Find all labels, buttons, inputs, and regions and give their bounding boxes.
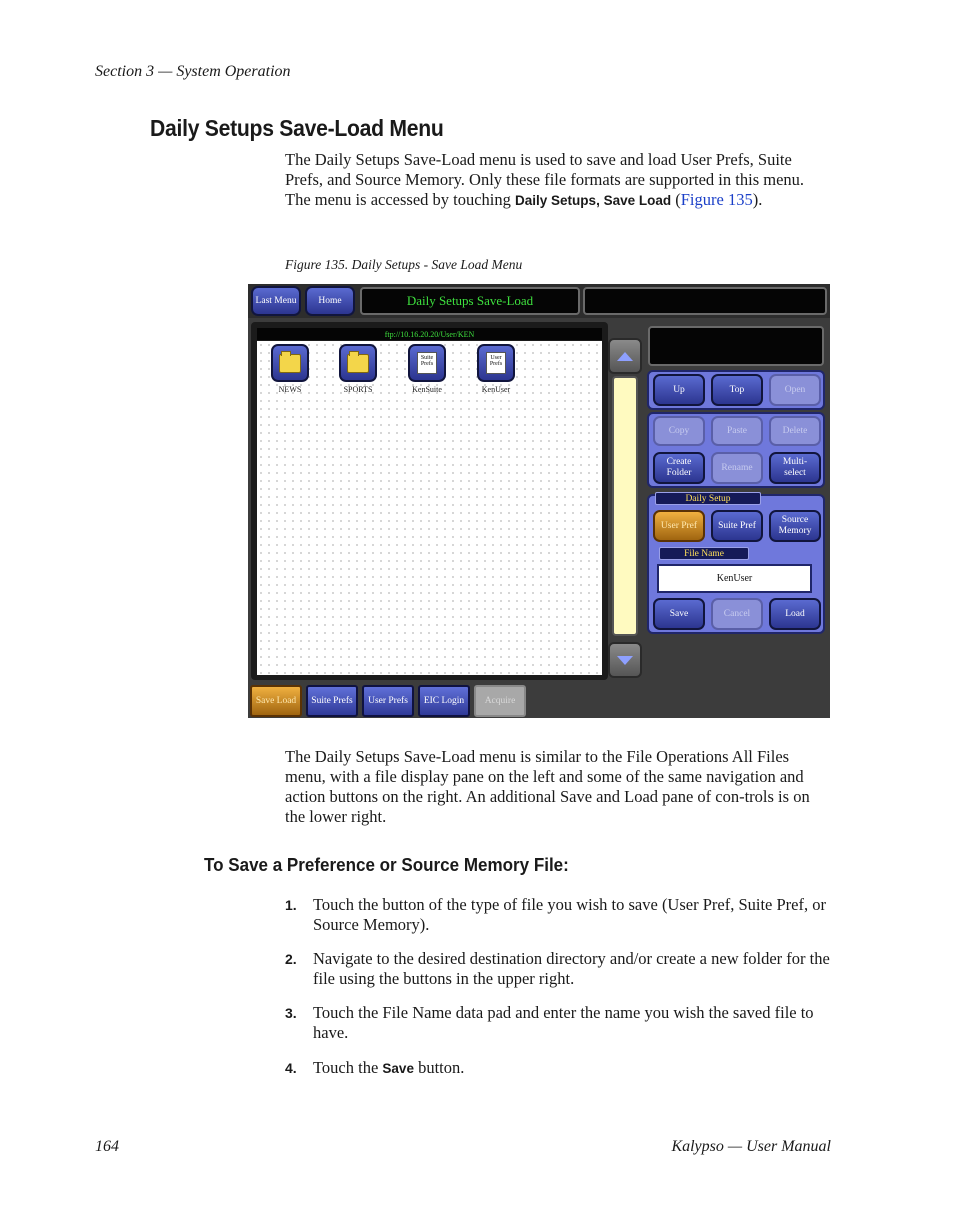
description-paragraph: The Daily Setups Save-Load menu is similar to the File Operations All Files menu, with a file display pane on the left and some of the same navigation and action buttons on the right. An additional Save and Load pane of con-trols is on the lower right. <box>285 747 810 826</box>
tab-suite-prefs[interactable]: Suite Prefs <box>306 685 358 717</box>
file-label-news: NEWS <box>278 385 302 394</box>
cmd-save: Save <box>382 1061 414 1076</box>
multi-select-button[interactable]: Multi- select <box>769 452 821 484</box>
status-display <box>583 287 827 315</box>
user-prefs-file-icon[interactable]: User Prefs <box>477 344 515 382</box>
paste-button[interactable]: Paste <box>711 416 763 446</box>
file-label-sports: SPORTS <box>343 385 373 394</box>
step-number: 1. <box>285 897 297 913</box>
file-name-label: File Name <box>659 547 749 560</box>
user-pref-button[interactable]: User Pref <box>653 510 705 542</box>
tab-acquire[interactable]: Acquire <box>474 685 526 717</box>
manual-title: Kalypso — User Manual <box>671 1138 831 1155</box>
copy-button[interactable]: Copy <box>653 416 705 446</box>
tab-save-load[interactable]: Save Load <box>250 685 302 717</box>
step-text: Touch the button of the type of file you wish to save (User Pref, Suite Pref, or Source Memory). <box>313 895 826 934</box>
page-number: 164 <box>95 1138 119 1155</box>
cmd-daily-setups: Daily Setups <box>515 193 597 208</box>
procedure-heading: To Save a Preference or Source Memory File: <box>204 854 569 875</box>
tab-user-prefs[interactable]: User Prefs <box>362 685 414 717</box>
arrow-up-icon <box>617 352 633 361</box>
folder-icon[interactable] <box>271 344 309 382</box>
scroll-down-button[interactable] <box>608 642 642 678</box>
file-name-input[interactable]: KenUser <box>657 564 812 593</box>
delete-button[interactable]: Delete <box>769 416 821 446</box>
home-button[interactable]: Home <box>305 286 355 316</box>
folder-icon[interactable] <box>339 344 377 382</box>
file-label-kensuite: KenSuite <box>412 385 442 394</box>
load-button[interactable]: Load <box>769 598 821 630</box>
top-button[interactable]: Top <box>711 374 763 406</box>
up-button[interactable]: Up <box>653 374 705 406</box>
step-number: 4. <box>285 1060 297 1076</box>
figure-caption: Figure 135. Daily Setups - Save Load Menu <box>285 257 523 272</box>
step-text: Touch the File Name data pad and enter the name you wish the saved file to have. <box>313 1003 814 1042</box>
file-label-kenuser: KenUser <box>481 385 511 394</box>
scroll-up-button[interactable] <box>608 338 642 374</box>
source-memory-button[interactable]: Source Memory <box>769 510 821 542</box>
step-text: Touch the Save button. <box>313 1058 465 1077</box>
suite-pref-button[interactable]: Suite Pref <box>711 510 763 542</box>
cmd-save-load: Save Load <box>603 193 672 208</box>
last-menu-button[interactable]: Last Menu <box>251 286 301 316</box>
step-number: 2. <box>285 951 297 967</box>
page-title: Daily Setups Save-Load Menu <box>150 115 444 141</box>
step-text: Navigate to the desired destination directory and/or create a new folder for the file using the buttons in the upper right. <box>313 949 830 988</box>
cancel-button[interactable]: Cancel <box>711 598 763 630</box>
intro-paragraph: The Daily Setups Save-Load menu is used to save and load User Prefs, Suite Prefs, and Source Memory. Only these file formats are supported in this menu. The menu is accessed by touching Daily Setups, Save Load (Figure 135). <box>285 150 805 209</box>
open-button[interactable]: Open <box>769 374 821 406</box>
create-folder-button[interactable]: Create Folder <box>653 452 705 484</box>
arrow-down-icon <box>617 656 633 665</box>
menu-title: Daily Setups Save-Load <box>360 287 580 315</box>
running-head: Section 3 — System Operation <box>95 63 291 80</box>
daily-setup-label: Daily Setup <box>655 492 761 505</box>
save-button[interactable]: Save <box>653 598 705 630</box>
rename-button[interactable]: Rename <box>711 452 763 484</box>
scrollbar[interactable] <box>612 376 638 636</box>
tab-eic-login[interactable]: EIC Login <box>418 685 470 717</box>
step-number: 3. <box>285 1005 297 1021</box>
path-display: ftp://10.16.20.20/User/KEN <box>257 328 602 340</box>
suite-prefs-file-icon[interactable]: Suite Prefs <box>408 344 446 382</box>
info-display <box>648 326 824 366</box>
figure-link[interactable]: Figure 135 <box>680 190 753 209</box>
